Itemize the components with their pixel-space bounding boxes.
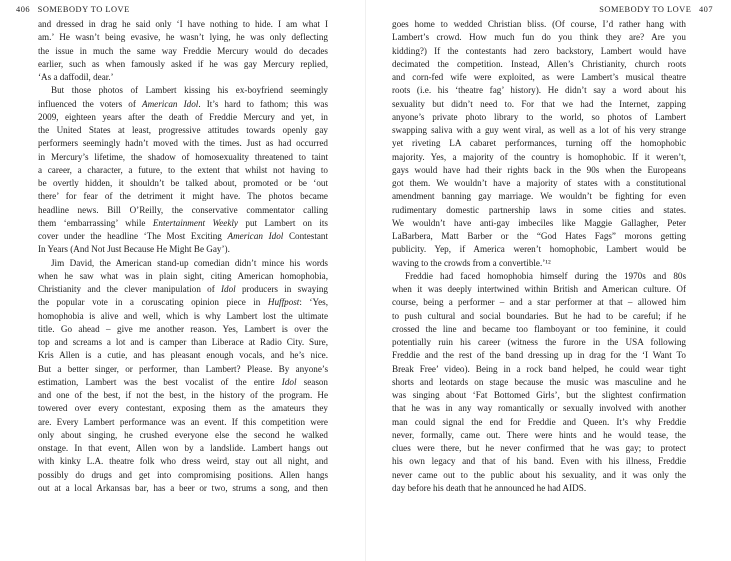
text-line: possibly do drugs and get into compromising positions. Allen hangs bbox=[38, 469, 328, 480]
text-line: potentially ruin his career (witness the furore in the USA following bbox=[392, 337, 686, 347]
text-line: crossed the line and became too flamboyant or too feminine, it could bbox=[392, 323, 686, 334]
text-line: and corn-fed wife were exploited, as were Lambert’s musical theatre bbox=[392, 72, 686, 82]
text-line: day before his death that he announced he had AIDS. bbox=[392, 482, 587, 493]
text-line: swapping saliva with a guy went viral, as well as a lot of his very strange bbox=[392, 125, 686, 135]
text-line: when he saw what was in plain sight, citing American homophobia, bbox=[38, 270, 328, 281]
text-line: Lambert’s crowd. How much fun do you think they are? Are you bbox=[392, 32, 686, 43]
left-body-text bbox=[38, 18, 328, 495]
text-line: in Mercury’s lifetime, the shadow of homosexuality threatened to taint bbox=[38, 151, 328, 162]
left-page bbox=[0, 0, 365, 561]
text-line: shorts and leotards on stage because the music was masculine and he bbox=[392, 376, 686, 387]
left-running-head-title: SOMEBODY TO LOVE bbox=[37, 5, 130, 14]
text-line: got them. We wouldn’t have a majority of states with a constitutional bbox=[392, 178, 686, 188]
text-line: the popular vote in a coruscating opinion piece in Huffpost: ‘Yes, bbox=[38, 297, 329, 308]
text-line: his own legacy and that of his band. Even with his illness, Freddie bbox=[392, 456, 686, 467]
text-line: publicity. Yep, if America weren’t homophobic, Lambert would be bbox=[392, 244, 686, 255]
text-line: and dressed in drag he said only ‘I have nothing to hide. I am what I bbox=[38, 19, 328, 29]
text-line: decimated the competition. Instead, Allen’s Christianity, church roots bbox=[392, 58, 686, 69]
text-line: the issue in much the same way Freddie Mercury would do decades bbox=[38, 45, 328, 56]
text-line: goes home to wedded Christian bliss. (Of course, I’d rather hang with bbox=[392, 19, 686, 29]
text-line: when it was deeply intertwined within British and American culture. Of bbox=[392, 284, 686, 294]
text-line: title. Go ahead – give me another reason. Yes, Lambert is over the bbox=[38, 323, 328, 334]
right-body-text bbox=[392, 18, 686, 495]
text-line: anyone’s private photo library to the world, so photos of Lambert bbox=[392, 111, 686, 122]
text-line: But those photos of Lambert kissing his ex-boyfriend seemingly bbox=[51, 85, 328, 96]
text-line: homophobia is alive and well, which is why Lambert lost the ultimate bbox=[38, 310, 328, 321]
text-line: top and screams a lot and is camper than Liberace at Radio City. Sure, bbox=[38, 337, 328, 347]
text-line: man could signal the end for Freddie and Queen. It’s why Freddie bbox=[392, 416, 686, 427]
left-running-header bbox=[16, 5, 130, 14]
text-line: amendment banning gay marriage. We wouldn’t be fighting for even bbox=[392, 191, 686, 202]
text-line: with kinky L.A. theatre folk who dress weird, stay out all night, and bbox=[38, 456, 328, 467]
text-line: only about singing, he crushed everyone else the second he walked bbox=[38, 429, 328, 440]
text-line: We wouldn’t have anti-gay imbeciles like Maggie Gallagher, Peter bbox=[392, 217, 686, 228]
text-line: rudimentary domestic partnership laws in some cities and states. bbox=[392, 204, 686, 215]
text-line: influenced the voters of American Idol. It’s hard to fathom; this was bbox=[38, 98, 328, 109]
text-line: 2009, eighteen years after the death of Freddie Mercury and yet, in bbox=[38, 111, 328, 122]
text-line: towered over every contestant, exposing them as the amateurs they bbox=[38, 403, 328, 414]
text-line: am.’ He wasn’t being evasive, he wasn’t lying, he was only deflecting bbox=[38, 32, 328, 43]
text-line: course, being a performer – and a star performer at that – allowed him bbox=[392, 297, 686, 308]
text-line: Christianity and the clever manipulation of Idol producers in swaying bbox=[38, 284, 328, 294]
right-running-head-title: SOMEBODY TO LOVE bbox=[599, 5, 692, 14]
text-line: onstage. In that event, Allen won by a landslide. Lambert hangs out bbox=[38, 443, 328, 453]
left-page-number: 406 bbox=[16, 5, 31, 14]
text-line: the United States at least, progressive attitudes towards openly gay bbox=[38, 125, 328, 135]
text-line: performers seemingly hadn’t moved with the times. Just as had occurred bbox=[38, 138, 328, 149]
text-line: gays would have had their rights back in the 90s when the Europeans bbox=[392, 164, 686, 175]
text-line: are. Every Lambert performance was an event. If this competition were bbox=[38, 416, 328, 427]
text-line: be overtly hidden, it shouldn’t be talked about, promoted or be ‘out bbox=[38, 178, 328, 188]
text-line: them ‘embarrassing’ while Entertainment Weekly put Lambert on its bbox=[38, 217, 328, 228]
text-line: and one of the best, if not the best, in the history of the program. He bbox=[38, 390, 328, 400]
text-line: waving to the crowds from a convertible.’¹² bbox=[392, 257, 551, 268]
text-line: In Years (And Not Just Because He Might Be Gay’). bbox=[38, 244, 230, 255]
text-line: sexuality but didn’t need to. For that we had the Internet, zapping bbox=[392, 98, 686, 109]
text-line: cover under the headline ‘The Most Exciting American Idol Contestant bbox=[38, 231, 328, 241]
text-line: ‘As a daffodil, dear.’ bbox=[38, 72, 114, 82]
text-line: never, formally, came out. There were hints and he would tease, the bbox=[392, 429, 686, 440]
text-line: majority. Yes, a majority of the country is homophobic. If it weren’t, bbox=[392, 151, 686, 162]
text-line: a career, a character, a future, to the extent that whilst not having to bbox=[38, 164, 328, 175]
text-line: never came out to the public about his sexuality, and it was only the bbox=[392, 469, 686, 480]
text-line: But a better singer, or performer, than Lambert? Please. By anyone’s bbox=[38, 363, 328, 374]
text-line: Break Free’ video). Being in a rock band helped, he could wear tight bbox=[392, 363, 686, 374]
text-line: Jim David, the American stand-up comedian didn’t mince his words bbox=[51, 257, 328, 268]
text-line: estimation, Lambert was the best vocalist of the entire Idol season bbox=[38, 376, 328, 387]
right-page bbox=[366, 0, 731, 561]
text-line: out at a local Arkansas bar, has a beer or two, strums a song, and then bbox=[38, 482, 328, 493]
text-line: to push cultural and social boundaries. But he had to be careful; if he bbox=[392, 310, 686, 321]
text-line: that he was in any way romantically or sexually involved with another bbox=[392, 403, 686, 414]
text-line: Kris Allen is a cutie, and has pleasant enough vocals, and he’s nice. bbox=[38, 350, 328, 361]
text-line: headline news. Bill O’Reilly, the conservative commentator calling bbox=[38, 204, 328, 215]
text-line: clues were there, but he never confirmed that he was gay; to protect bbox=[392, 443, 686, 453]
text-line: earlier, such as when famously asked if he was gay Mercury replied, bbox=[38, 58, 328, 69]
text-line: Freddie had faced homophobia himself during the 1970s and 80s bbox=[405, 270, 686, 281]
right-running-header bbox=[599, 5, 713, 14]
text-line: was singing about ‘Fat Bottomed Girls’, but the slightest confirmation bbox=[392, 390, 686, 400]
text-line: kidding?) If the contestants had zero backstory, Lambert would have bbox=[392, 45, 686, 56]
text-line: Freddie and the rest of the band dressing up in drag for the ‘I Want To bbox=[392, 350, 686, 361]
text-line: roots (i.e. his ‘theatre fag’ history). He didn’t say a word about his bbox=[392, 85, 686, 96]
text-line: yet riveting LA cabaret performances, turning off the homophobic bbox=[392, 138, 686, 149]
text-line: there’ for fear of the detriment it might have. The photos became bbox=[38, 191, 328, 202]
text-line: LaBarbera, Matt Barber or the “God Hates Fags” morons getting bbox=[392, 231, 686, 241]
right-page-number: 407 bbox=[698, 5, 713, 14]
